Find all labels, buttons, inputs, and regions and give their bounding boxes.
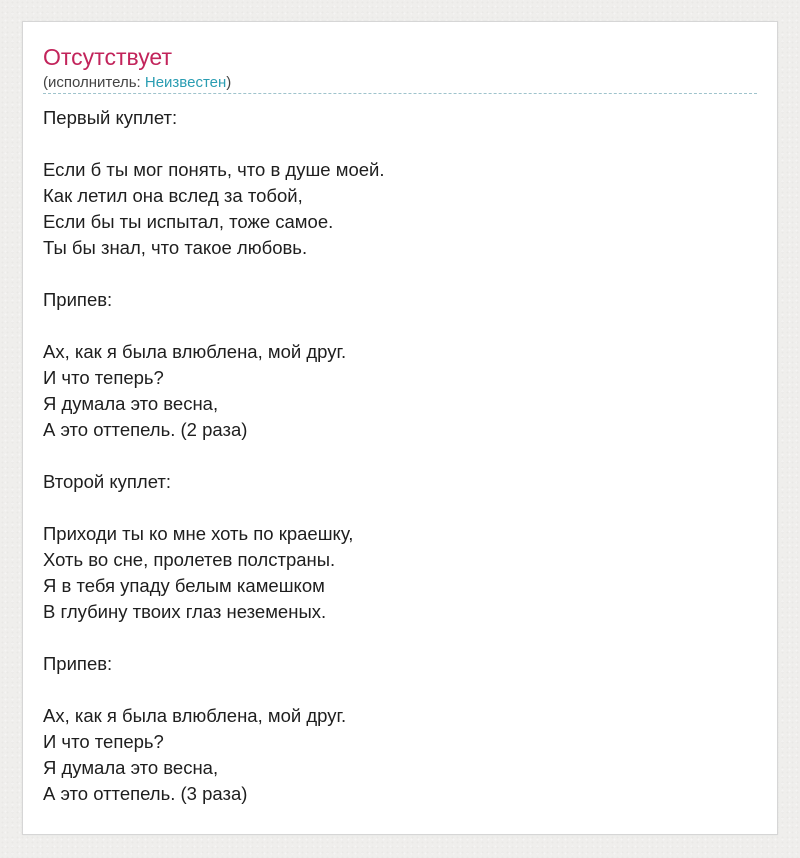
lyric-line: В глубину твоих глаз неземеных.	[43, 601, 327, 622]
lyric-line: Второй куплет:	[43, 471, 171, 492]
artist-prefix: (исполнитель:	[43, 74, 145, 91]
lyric-line: Ты бы знал, что такое любовь.	[43, 237, 308, 258]
lyric-blank-line	[43, 261, 743, 287]
lyric-line: А это оттепель. (2 раза)	[43, 419, 248, 440]
lyrics-text	[43, 105, 743, 807]
lyric-line: И что теперь?	[43, 367, 164, 388]
lyric-line: Я думала это весна,	[43, 757, 219, 778]
lyric-line: Ах, как я была влюблена, мой друг.	[43, 705, 347, 726]
lyric-line: Приходи ты ко мне хоть по краешку,	[43, 523, 354, 544]
lyric-line: Первый куплет:	[43, 107, 178, 128]
artist-link[interactable]: Неизвестен	[144, 74, 227, 91]
artist-suffix: )	[226, 74, 232, 91]
artist-line	[43, 73, 231, 93]
lyric-blank-line	[43, 443, 743, 469]
lyric-blank-line	[43, 131, 743, 157]
lyric-blank-line	[43, 677, 743, 703]
lyric-line: Припев:	[43, 289, 113, 310]
lyric-line: Если б ты мог понять, что в душе моей.	[43, 159, 385, 180]
lyric-blank-line	[43, 625, 743, 651]
lyric-blank-line	[43, 313, 743, 339]
lyric-line: Хоть во сне, пролетев полстраны.	[43, 549, 336, 570]
lyric-line: Я в тебя упаду белым камешком	[43, 575, 325, 596]
lyric-line: Припев:	[43, 653, 113, 674]
title-divider	[43, 93, 757, 94]
lyric-line: Как летил она вслед за тобой,	[43, 185, 303, 206]
song-title: Отсутствует	[43, 44, 172, 70]
lyric-line: Если бы ты испытал, тоже самое.	[43, 211, 334, 232]
lyric-line: И что теперь?	[43, 731, 164, 752]
lyrics-card	[22, 21, 778, 835]
lyric-line: Я думала это весна,	[43, 393, 219, 414]
lyric-line: А это оттепель. (3 раза)	[43, 783, 248, 804]
lyric-line: Ах, как я была влюблена, мой друг.	[43, 341, 347, 362]
lyric-blank-line	[43, 495, 743, 521]
